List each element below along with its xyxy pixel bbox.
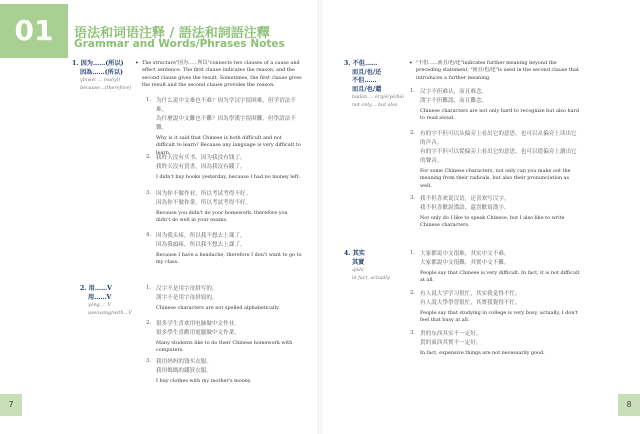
example-zh-traditional: 因為你不做作業，所以考試考得不好。 — [156, 200, 252, 206]
example-4-3: 3. 贵的东西其实不一定好。 貴的東西其實不一定好。 In fact, expensive things are not necessarily good. — [410, 330, 582, 357]
example-zh-simplified: 我用妈妈的钱买衣服。 — [156, 359, 212, 365]
entry-pinyin: qíshí — [352, 268, 364, 274]
grammar-entry-2-head — [80, 285, 152, 318]
example-en: For some Chinese characters, not only can you make out the meaning from their radicals, but also their pronunciation as well. — [420, 168, 571, 189]
example-en: Because I have a headache, therefore I don't want to go to my class. — [156, 252, 302, 266]
example-zh-simplified: 有人说大学学习很忙，其实我觉得不忙。 — [420, 291, 521, 297]
grammar-entry-3-note — [409, 60, 582, 82]
entry-title: 3. 不但…… — [344, 60, 378, 67]
example-en: Because you didn't do your homework, therefore you didn't do well in your exams. — [156, 210, 288, 224]
entry-gloss: because…(therefore) — [80, 86, 132, 92]
bullet-icon: • — [135, 60, 139, 67]
example-en: People say that studying in college is very busy, actually, I don't feel that busy at all. — [420, 310, 578, 324]
example-zh-traditional: 有人說大學學習很忙，其實我覺得不忙。 — [420, 300, 521, 306]
section-title-en: Grammar and Words/Phrases Notes — [74, 38, 285, 50]
entry-note: "不但……而且/也/还"indicates further meaning beyond the preceding statement. "而且/也/还"is used in the second clause that introduces a further meaning. — [416, 60, 579, 81]
grammar-entry-1-head — [72, 60, 144, 93]
entry-title-line-4: 而且/也/還 — [352, 85, 382, 93]
example-zh-traditional: 我用媽媽的錢買衣服。 — [156, 368, 212, 374]
grammar-entry-3-head — [344, 60, 416, 110]
example-en: Not only do I like to speak Chinese, but I also like to write Chinese characters. — [420, 215, 565, 229]
example-2-1: 1. 汉字不是用字母拼写的。 漢字不是用字母拼寫的。 Chinese characters are not spelled alphabetically. — [146, 285, 302, 312]
example-zh-traditional: 漢字不但難認，而且難念。 — [420, 98, 488, 104]
example-zh-traditional: 很多學生喜歡用電腦做中文作業。 — [156, 330, 240, 336]
entry-title-traditional: 因為……(所以) — [80, 68, 123, 76]
example-3-2: 2. 有的字不但可以从偏旁上看出它的意思，也可以从偏旁上读出它的声音。 有的字不但可以從偏旁上看出它的意思，也可以從偏旁上讀出它的聲音。 For some Chinese characters, not only can you make out the meaning from their radicals, but also their pronunciation as well. — [410, 130, 582, 190]
example-en: Chinese characters are not spelled alphabetically. — [156, 305, 280, 311]
example-zh-simplified: 大家都说中文很难，其实中文不难。 — [420, 251, 510, 257]
example-4-2: 2. 有人说大学学习很忙，其实我觉得不忙。 有人說大學學習很忙，其實我覺得不忙。 People say that studying in college is very busy, actually, I don't feel that busy at all. — [410, 290, 582, 325]
example-zh-simplified: 汉字不是用字母拼写的。 — [156, 286, 218, 292]
example-1-3: 3. 因为你不做作业，所以考试考得不好。 因為你不做作業，所以考試考得不好。 Because you didn't do your homework, therefore you didn't do well in your exams. — [146, 190, 302, 225]
example-zh-traditional: 有的字不但可以從偏旁上看出它的意思，也可以從偏旁上讀出它的聲音。 — [420, 149, 577, 164]
entry-gloss: not only… but also — [352, 103, 398, 109]
entry-title-traditional: 用……V — [88, 293, 112, 301]
example-zh-simplified: 我昨天没有买书，因为我没有钱了。 — [156, 155, 246, 161]
entry-title-line-2: 而且/也/还 — [352, 68, 382, 76]
example-3-1: 1. 汉字不但难认，而且难念。 漢字不但難認，而且難念。 Chinese characters are not only hard to recognize but also hard to read aloud. — [410, 88, 582, 123]
entry-title: 4. 其实 — [344, 250, 365, 257]
bullet-icon: • — [409, 60, 413, 67]
entry-title-traditional: 其實 — [352, 258, 365, 266]
example-1-4: 4. 因为我头疼，所以我不想去上课了。 因為我頭疼，所以我不想去上課了。 Because I have a headache, therefore I don't want to go to my class. — [146, 232, 302, 266]
grammar-entry-4-head — [344, 250, 416, 283]
entry-title: 1. 因为……(所以) — [72, 60, 124, 67]
example-zh-traditional: 大家都說中文很難，其實中文不難。 — [420, 260, 510, 266]
example-en: Chinese characters are not only hard to recognize but also hard to read aloud. — [420, 108, 579, 122]
example-zh-simplified: 有的字不但可以从偏旁上看出它的意思，也可以从偏旁上读出它的声音。 — [420, 131, 577, 146]
example-4-1: 1. 大家都说中文很难，其实中文不难。 大家都說中文很難，其實中文不難。 People say that Chinese is very difficult. In fact, it is not difficult at all. — [410, 250, 582, 285]
example-zh-traditional: 漢字不是用字母拼寫的。 — [156, 295, 218, 301]
example-zh-traditional: 我昨天沒有買書，因為我沒有錢了。 — [156, 164, 246, 170]
example-en: Many students like to do their Chinese homework with computers. — [156, 340, 293, 354]
example-zh-traditional: 我不但喜歡說漢語，還喜歡寫漢字。 — [420, 205, 510, 211]
example-zh-simplified: 因为我头疼，所以我不想去上课了。 — [156, 233, 246, 239]
entry-pinyin: yīnwèi … (suǒyǐ) — [80, 78, 121, 84]
example-zh-traditional: 貴的東西其實不一定好。 — [420, 340, 482, 346]
page-spine — [318, 0, 322, 434]
lesson-number-badge: 01 — [0, 4, 68, 58]
entry-title-line-3: 不但…… — [352, 77, 377, 85]
example-zh-simplified: 很多学生喜欢用电脑做中文作业。 — [156, 321, 240, 327]
example-en: In fact, expensive things are not necessarily good. — [420, 350, 545, 356]
section-title-zh: 语法和词语注释 / 語法和詞語注釋 — [74, 26, 270, 41]
example-en: I buy clothes with my mother's money. — [156, 378, 252, 384]
example-en: I didn't buy books yesterday, because I had no money left. — [156, 174, 301, 180]
example-zh-traditional: 為什麼說中文難也不難？因為學漢字很困難，但學語法不難。 — [156, 116, 296, 131]
example-en: Why is it said that Chinese is both difficult and not difficult to learn? Because any language is very difficult to learn. — [156, 135, 301, 156]
example-zh-simplified: 汉字不但难认，而且难念。 — [420, 89, 488, 95]
entry-note: The structure"因为……所以"connects two clauses of a cause and effect sentence. The first clause indicates the reason, and the second clause gives the result. Sometimes, the first clause gives the result and the second clause provides the reason. — [142, 60, 302, 89]
page-number-right: 8 — [618, 394, 640, 416]
entry-gloss: use/using/with…V — [88, 311, 132, 317]
example-2-3: 3. 我用妈妈的钱买衣服。 我用媽媽的錢買衣服。 I buy clothes with my mother's money. — [146, 358, 302, 385]
example-1-2: 2. 我昨天没有买书，因为我没有钱了。 我昨天沒有買書，因為我沒有錢了。 I didn't buy books yesterday, because I had no money left. — [146, 154, 301, 180]
example-en: People say that Chinese is very difficult. In fact, it is not difficult at all. — [420, 270, 580, 284]
example-zh-simplified: 为什么说中文难也不难？因为学汉字很困难，但学语法不难。 — [156, 98, 296, 113]
example-1-1: 1. 为什么说中文难也不难？因为学汉字很困难，但学语法不难。 為什麼說中文難也不難？因為學漢字很困難，但學語法不難。 Why is it said that Chinese is both difficult and not difficult to learn? Because any language is very difficult to learn. — [146, 97, 301, 156]
grammar-entry-1-note — [135, 60, 302, 90]
entry-pinyin: búdàn … érqiě/yě/hái — [352, 95, 404, 101]
example-zh-traditional: 因為我頭疼，所以我不想去上課了。 — [156, 242, 246, 248]
entry-title: 2. 用……V — [80, 285, 112, 292]
page-number-left: 7 — [0, 394, 22, 416]
example-3-3: 3. 我不但喜欢说汉语，还喜欢写汉字。 我不但喜歡說漢語，還喜歡寫漢字。 Not only do I like to speak Chinese, but I also like to write Chinese characters. — [410, 195, 582, 230]
example-zh-simplified: 因为你不做作业，所以考试考得不好。 — [156, 191, 252, 197]
example-zh-simplified: 贵的东西其实不一定好。 — [420, 331, 482, 337]
example-zh-simplified: 我不但喜欢说汉语，还喜欢写汉字。 — [420, 196, 510, 202]
example-2-2: 2. 很多学生喜欢用电脑做中文作业。 很多學生喜歡用電腦做中文作業。 Many students like to do their Chinese homework with computers. — [146, 320, 302, 355]
entry-gloss: in fact, actually — [352, 276, 390, 282]
entry-pinyin: yòng … V — [88, 303, 112, 309]
